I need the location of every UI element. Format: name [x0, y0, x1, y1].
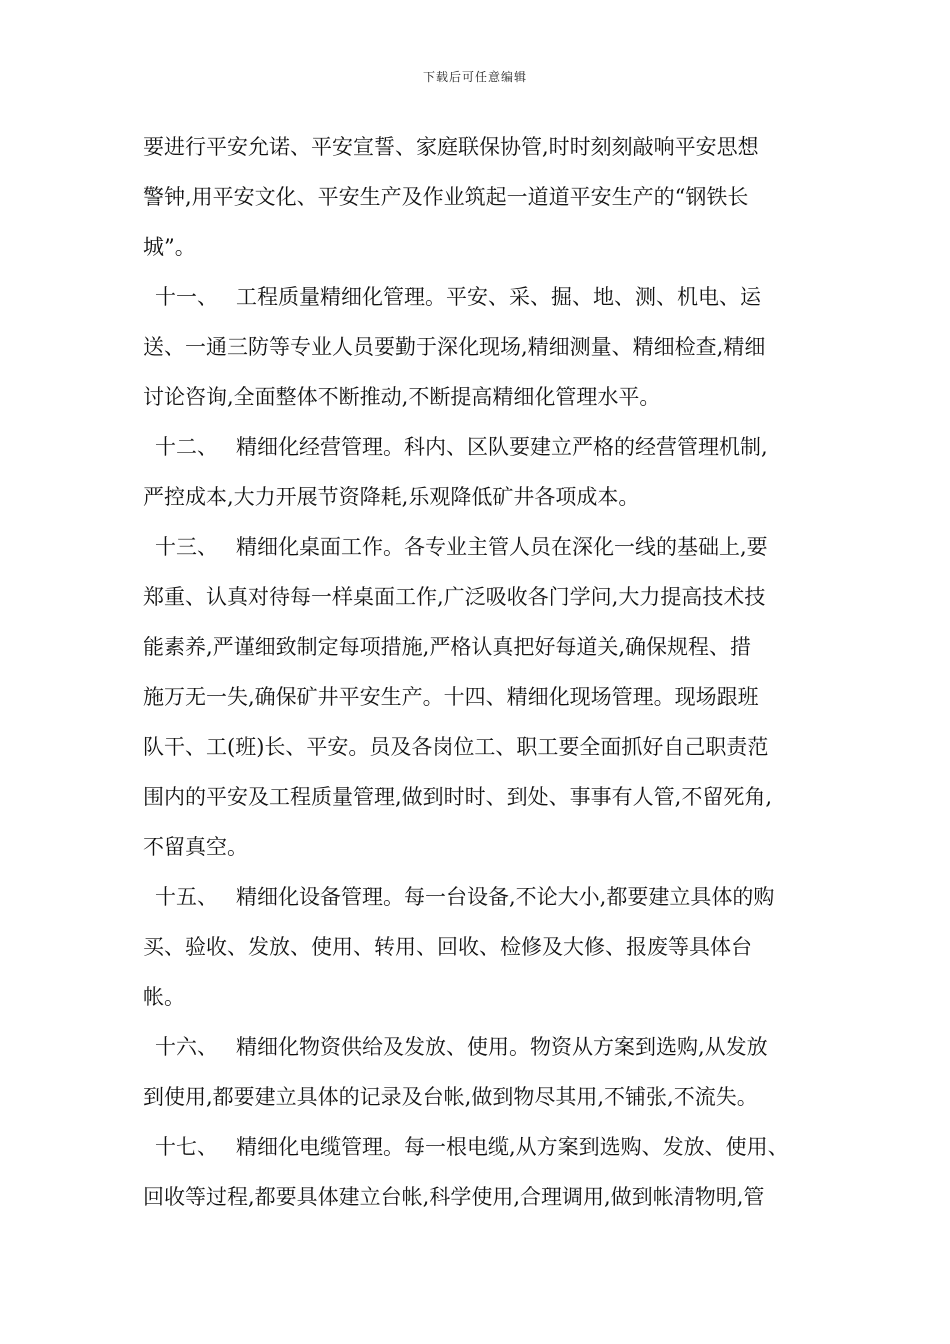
paragraph-15 — [143, 872, 828, 1022]
item-text: 精细化设备管理。每一台设备,不论大小,都要建立具体的购 — [236, 885, 775, 909]
paragraph-11 — [143, 272, 828, 422]
text-line: 能素养,严谨细致制定每项措施,严格认真把好每道关,确保规程、措 — [143, 635, 752, 659]
text-line: 到使用,都要建立具体的记录及台帐,做到物尽其用,不铺张,不流失。 — [143, 1085, 758, 1109]
text-line — [143, 522, 828, 572]
document-body — [143, 122, 828, 1222]
page-header: 下载后可任意编辑 — [422, 70, 527, 84]
text-line: 送、一通三防等专业人员要勤于深化现场,精细测量、精细检查,精细 — [143, 335, 766, 359]
paragraph-17 — [143, 1122, 828, 1222]
paragraph-continuation — [143, 122, 828, 272]
item-number: 十五、 — [155, 885, 218, 909]
text-line — [143, 872, 828, 922]
text-line: 郑重、认真对待每一样桌面工作,广泛吸收各门学问,大力提高技术技 — [143, 585, 766, 609]
text-line: 严控成本,大力开展节资降耗,乐观降低矿井各项成本。 — [143, 485, 640, 509]
paragraph-13 — [143, 522, 828, 872]
item-text: 精细化经营管理。科内、区队要建立严格的经营管理机制, — [236, 435, 768, 459]
item-number: 十六、 — [155, 1035, 218, 1059]
text-line: 警钟,用平安文化、平安生产及作业筑起一道道平安生产的“钢铁长 — [143, 185, 749, 209]
item-number: 十七、 — [155, 1135, 218, 1159]
paragraph-16 — [143, 1022, 828, 1122]
item-number: 十二、 — [155, 435, 218, 459]
item-text: 工程质量精细化管理。平安、采、掘、地、测、机电、运 — [236, 285, 761, 309]
item-text: 精细化桌面工作。各专业主管人员在深化一线的基础上,要 — [236, 535, 768, 559]
text-line — [143, 422, 828, 472]
item-number: 十三、 — [155, 535, 218, 559]
text-line — [143, 272, 828, 322]
text-line: 帐。 — [143, 985, 185, 1009]
item-text: 精细化电缆管理。每一根电缆,从方案到选购、发放、使用、 — [236, 1135, 789, 1159]
text-line: 围内的平安及工程质量管理,做到时时、到处、事事有人管,不留死角, — [143, 785, 773, 809]
text-line: 讨论咨询,全面整体不断推动,不断提高精细化管理水平。 — [143, 385, 661, 409]
item-number: 十一、 — [155, 285, 218, 309]
text-line: 城”。 — [143, 235, 196, 259]
text-line: 回收等过程,都要具体建立台帐,科学使用,合理调用,做到帐清物明,管 — [143, 1185, 765, 1209]
text-line: 不留真空。 — [143, 835, 248, 859]
paragraph-12 — [143, 422, 828, 522]
text-line: 队干、工(班)长、平安。员及各岗位工、职工要全面抓好自己职责范 — [143, 735, 769, 759]
text-line — [143, 1022, 828, 1072]
text-line: 施万无一失,确保矿井平安生产。十四、精细化现场管理。现场跟班 — [143, 685, 759, 709]
text-line: 要进行平安允诺、平安宣誓、家庭联保协管,时时刻刻敲响平安思想 — [143, 135, 759, 159]
text-line: 买、验收、发放、使用、转用、回收、检修及大修、报废等具体台 — [143, 935, 752, 959]
item-text: 精细化物资供给及发放、使用。物资从方案到选购,从发放 — [236, 1035, 768, 1059]
text-line — [143, 1122, 828, 1172]
